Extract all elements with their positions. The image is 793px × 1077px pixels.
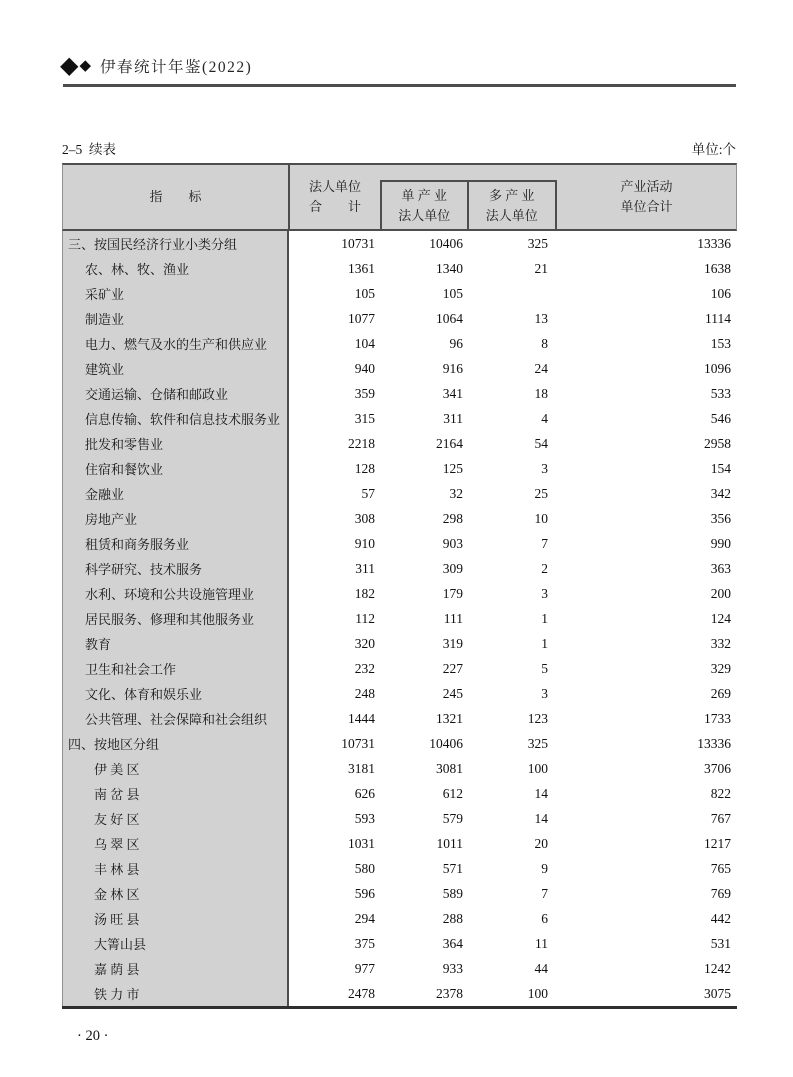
table-row <box>62 581 737 606</box>
table-row <box>62 906 737 931</box>
cell-single-industry: 2164 <box>436 435 463 451</box>
cell-multi-industry: 24 <box>534 360 548 376</box>
row-label: 乌 翠 区 <box>62 831 289 856</box>
table-row <box>62 756 737 781</box>
cell-multi-industry: 20 <box>534 835 548 851</box>
cell-legal-total: 977 <box>354 960 375 976</box>
row-label: 大箐山县 <box>62 931 289 956</box>
table-row <box>62 606 737 631</box>
cell-activity-total: 1733 <box>704 710 731 726</box>
header-multi-industry <box>469 182 556 229</box>
cell-legal-total: 3181 <box>348 760 375 776</box>
cell-single-industry: 125 <box>442 460 463 476</box>
row-label: 采矿业 <box>62 281 289 306</box>
cell-single-industry: 1340 <box>436 260 463 276</box>
cell-multi-industry: 14 <box>534 810 548 826</box>
cell-single-industry: 311 <box>443 410 463 426</box>
table-row <box>62 881 737 906</box>
cell-single-industry: 571 <box>442 860 463 876</box>
cell-activity-total: 546 <box>710 410 731 426</box>
row-label: 嘉 荫 县 <box>62 956 289 981</box>
cell-multi-industry: 1 <box>541 610 548 626</box>
row-label: 文化、体育和娱乐业 <box>62 681 289 706</box>
table-row <box>62 331 737 356</box>
book-title: 伊春统计年鉴(2022) <box>100 59 253 76</box>
cell-activity-total: 1114 <box>705 310 731 326</box>
row-label: 信息传输、软件和信息技术服务业 <box>62 406 289 431</box>
row-label: 铁 力 市 <box>62 981 289 1006</box>
cell-legal-total: 1444 <box>348 710 375 726</box>
row-label: 金融业 <box>62 481 289 506</box>
header-legal-total-line1: 法人单位 <box>308 179 361 194</box>
cell-activity-total: 106 <box>710 285 731 301</box>
cell-activity-total: 13336 <box>697 235 731 251</box>
cell-single-industry: 933 <box>442 960 463 976</box>
cell-activity-total: 329 <box>710 660 731 676</box>
cell-legal-total: 57 <box>361 485 375 501</box>
cell-activity-total: 153 <box>710 335 731 351</box>
cell-single-industry: 10406 <box>429 735 463 751</box>
cell-single-industry: 111 <box>443 610 463 626</box>
table-row <box>62 231 737 256</box>
cell-single-industry: 1064 <box>436 310 463 326</box>
cell-multi-industry: 3 <box>541 585 548 601</box>
cell-single-industry: 105 <box>442 285 463 301</box>
cell-legal-total: 182 <box>354 585 375 601</box>
cell-activity-total: 822 <box>710 785 731 801</box>
cell-legal-total: 248 <box>354 685 375 701</box>
cell-multi-industry: 123 <box>527 710 548 726</box>
table-row <box>62 856 737 881</box>
cell-activity-total: 332 <box>710 635 731 651</box>
cell-legal-total: 105 <box>354 285 375 301</box>
cell-legal-total: 910 <box>354 535 375 551</box>
cell-single-industry: 288 <box>442 910 463 926</box>
row-label: 科学研究、技术服务 <box>62 556 289 581</box>
table-body <box>62 231 737 1009</box>
cell-single-industry: 341 <box>442 385 463 401</box>
cell-multi-industry: 21 <box>534 260 548 276</box>
cell-multi-industry: 18 <box>534 385 548 401</box>
header-activity-total <box>557 165 736 229</box>
cell-activity-total: 1638 <box>704 260 731 276</box>
cell-activity-total: 990 <box>710 535 731 551</box>
row-label: 租赁和商务服务业 <box>62 531 289 556</box>
diamond-icon-large: ◆ <box>60 53 79 79</box>
row-label: 电力、燃气及水的生产和供应业 <box>62 331 289 356</box>
cell-legal-total: 580 <box>354 860 375 876</box>
cell-activity-total: 154 <box>710 460 731 476</box>
cell-activity-total: 767 <box>710 810 731 826</box>
cell-legal-total: 375 <box>354 935 375 951</box>
row-label: 住宿和餐饮业 <box>62 456 289 481</box>
cell-activity-total: 1217 <box>704 835 731 851</box>
table-header <box>62 163 737 231</box>
cell-activity-total: 13336 <box>697 735 731 751</box>
cell-multi-industry <box>467 281 556 306</box>
table-row <box>62 831 737 856</box>
cell-activity-total: 533 <box>710 385 731 401</box>
row-label: 汤 旺 县 <box>62 906 289 931</box>
cell-activity-total: 442 <box>710 910 731 926</box>
cell-multi-industry: 10 <box>534 510 548 526</box>
header-multi-industry-line2: 法人单位 <box>485 207 538 223</box>
cell-activity-total: 1096 <box>704 360 731 376</box>
table-row <box>62 556 737 581</box>
cell-single-industry: 319 <box>442 635 463 651</box>
cell-multi-industry: 325 <box>527 235 548 251</box>
cell-legal-total: 593 <box>354 810 375 826</box>
table-row <box>62 956 737 981</box>
cell-multi-industry: 44 <box>534 960 548 976</box>
table-row <box>62 306 737 331</box>
cell-legal-total: 1361 <box>348 260 375 276</box>
row-label: 丰 林 县 <box>62 856 289 881</box>
row-label: 教育 <box>62 631 289 656</box>
header-legal-total <box>290 165 380 229</box>
cell-multi-industry: 3 <box>541 685 548 701</box>
cell-multi-industry: 325 <box>527 735 548 751</box>
cell-multi-industry: 1 <box>541 635 548 651</box>
cell-multi-industry: 5 <box>541 660 548 676</box>
cell-multi-industry: 7 <box>541 885 548 901</box>
cell-multi-industry: 2 <box>541 560 548 576</box>
table-row <box>62 631 737 656</box>
cell-single-industry: 1011 <box>436 835 463 851</box>
cell-single-industry: 309 <box>442 560 463 576</box>
cell-activity-total: 3075 <box>704 985 731 1001</box>
cell-activity-total: 356 <box>710 510 731 526</box>
cell-single-industry: 32 <box>449 485 463 501</box>
cell-single-industry: 96 <box>449 335 463 351</box>
table-row <box>62 806 737 831</box>
cell-legal-total: 596 <box>354 885 375 901</box>
cell-activity-total: 3706 <box>704 760 731 776</box>
cell-legal-total: 1031 <box>348 835 375 851</box>
row-label: 三、按国民经济行业小类分组 <box>62 231 289 256</box>
cell-multi-industry: 8 <box>541 335 548 351</box>
cell-single-industry: 245 <box>442 685 463 701</box>
cell-legal-total: 308 <box>354 510 375 526</box>
row-label: 公共管理、社会保障和社会组织 <box>62 706 289 731</box>
cell-activity-total: 2958 <box>704 435 731 451</box>
header-single-industry-line1: 单 产 业 <box>401 187 447 203</box>
cell-legal-total: 104 <box>354 335 375 351</box>
table-row <box>62 781 737 806</box>
cell-activity-total: 531 <box>710 935 731 951</box>
cell-legal-total: 2478 <box>348 985 375 1001</box>
cell-single-industry: 1321 <box>436 710 463 726</box>
header-indicator-label: 指 标 <box>149 189 202 204</box>
table-row <box>62 381 737 406</box>
cell-legal-total: 1077 <box>348 310 375 326</box>
cell-legal-total: 626 <box>354 785 375 801</box>
cell-multi-industry: 100 <box>527 985 548 1001</box>
row-label: 农、林、牧、渔业 <box>62 256 289 281</box>
header-single-industry-line2: 法人单位 <box>398 207 451 223</box>
cell-legal-total: 320 <box>354 635 375 651</box>
table-row <box>62 406 737 431</box>
cell-single-industry: 579 <box>442 810 463 826</box>
header-indicator <box>63 165 290 229</box>
cell-single-industry: 3081 <box>436 760 463 776</box>
row-label: 水利、环境和公共设施管理业 <box>62 581 289 606</box>
table-row <box>62 731 737 756</box>
cell-legal-total: 2218 <box>348 435 375 451</box>
diamond-icon-small: ◆ <box>79 57 92 74</box>
cell-multi-industry: 7 <box>541 535 548 551</box>
table-row <box>62 931 737 956</box>
book-header <box>60 54 252 78</box>
row-label: 金 林 区 <box>62 881 289 906</box>
row-label: 四、按地区分组 <box>62 731 289 756</box>
cell-multi-industry: 100 <box>527 760 548 776</box>
header-legal-total-line2: 合 计 <box>308 199 361 214</box>
cell-legal-total: 315 <box>354 410 375 426</box>
cell-multi-industry: 9 <box>541 860 548 876</box>
row-label: 制造业 <box>62 306 289 331</box>
page-number: · 20 · <box>77 1028 109 1044</box>
cell-multi-industry: 13 <box>534 310 548 326</box>
table-row <box>62 506 737 531</box>
statistics-table <box>62 163 737 1009</box>
table-row <box>62 356 737 381</box>
row-label: 伊 美 区 <box>62 756 289 781</box>
table-caption: 2–5 续表 <box>62 142 116 157</box>
cell-multi-industry: 54 <box>534 435 548 451</box>
cell-legal-total: 232 <box>354 660 375 676</box>
cell-activity-total: 363 <box>710 560 731 576</box>
cell-single-industry: 612 <box>442 785 463 801</box>
table-row <box>62 481 737 506</box>
cell-single-industry: 589 <box>442 885 463 901</box>
header-activity-total-line1: 产业活动 <box>620 179 673 194</box>
cell-single-industry: 227 <box>442 660 463 676</box>
cell-single-industry: 916 <box>442 360 463 376</box>
cell-activity-total: 769 <box>710 885 731 901</box>
cell-legal-total: 10731 <box>341 735 375 751</box>
cell-multi-industry: 6 <box>541 910 548 926</box>
cell-activity-total: 1242 <box>704 960 731 976</box>
unit-note: 单位:个 <box>691 142 736 157</box>
header-single-industry <box>382 182 469 229</box>
cell-activity-total: 200 <box>710 585 731 601</box>
row-label: 卫生和社会工作 <box>62 656 289 681</box>
table-row <box>62 681 737 706</box>
cell-multi-industry: 25 <box>534 485 548 501</box>
table-row <box>62 431 737 456</box>
table-row <box>62 256 737 281</box>
cell-single-industry: 10406 <box>429 235 463 251</box>
cell-single-industry: 364 <box>442 935 463 951</box>
row-label: 居民服务、修理和其他服务业 <box>62 606 289 631</box>
cell-legal-total: 128 <box>354 460 375 476</box>
table-row <box>62 281 737 306</box>
cell-multi-industry: 3 <box>541 460 548 476</box>
cell-multi-industry: 14 <box>534 785 548 801</box>
cell-legal-total: 10731 <box>341 235 375 251</box>
table-caption-row <box>62 138 736 158</box>
cell-legal-total: 311 <box>355 560 375 576</box>
table-row <box>62 706 737 731</box>
cell-legal-total: 112 <box>355 610 375 626</box>
cell-activity-total: 765 <box>710 860 731 876</box>
table-row <box>62 656 737 681</box>
cell-legal-total: 294 <box>354 910 375 926</box>
row-label: 南 岔 县 <box>62 781 289 806</box>
header-activity-total-line2: 单位合计 <box>620 199 673 214</box>
cell-single-industry: 298 <box>442 510 463 526</box>
cell-single-industry: 179 <box>442 585 463 601</box>
table-row <box>62 531 737 556</box>
cell-activity-total: 269 <box>710 685 731 701</box>
cell-multi-industry: 11 <box>535 935 548 951</box>
row-label: 房地产业 <box>62 506 289 531</box>
cell-multi-industry: 4 <box>541 410 548 426</box>
header-subgroup-box <box>380 180 557 229</box>
table-row <box>62 456 737 481</box>
cell-single-industry: 2378 <box>436 985 463 1001</box>
row-label: 建筑业 <box>62 356 289 381</box>
cell-legal-total: 359 <box>354 385 375 401</box>
row-label: 交通运输、仓储和邮政业 <box>62 381 289 406</box>
row-label: 友 好 区 <box>62 806 289 831</box>
cell-single-industry: 903 <box>442 535 463 551</box>
table-row <box>62 981 737 1006</box>
header-multi-industry-line1: 多 产 业 <box>488 187 535 203</box>
cell-activity-total: 342 <box>710 485 731 501</box>
header-rule <box>63 84 736 87</box>
cell-activity-total: 124 <box>710 610 731 626</box>
cell-legal-total: 940 <box>354 360 375 376</box>
row-label: 批发和零售业 <box>62 431 289 456</box>
